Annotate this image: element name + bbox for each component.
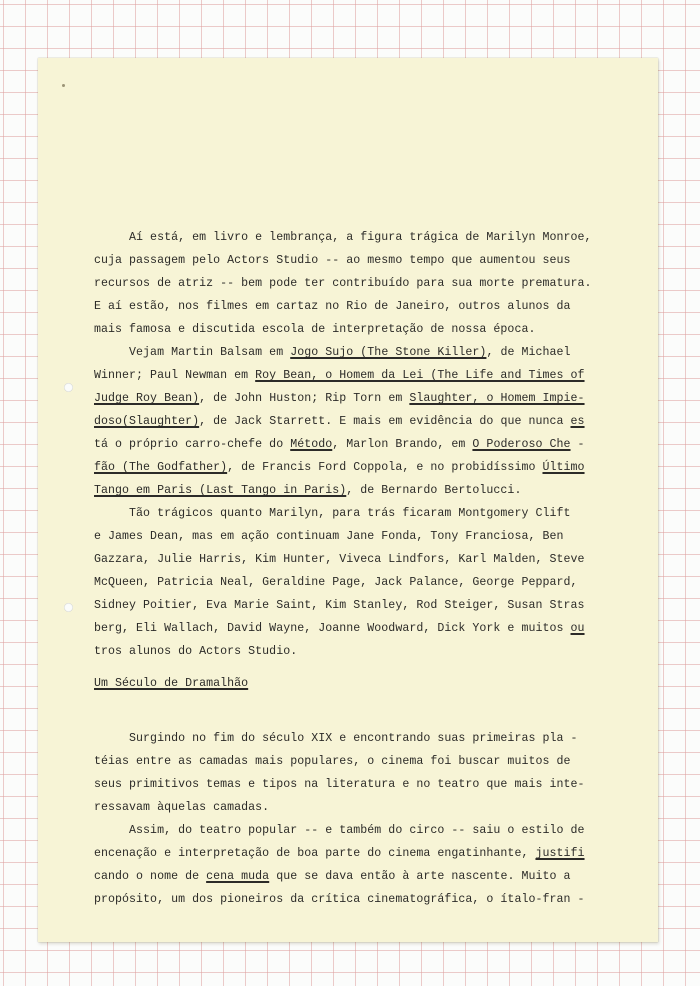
- text-line: tros alunos do Actors Studio.: [94, 645, 298, 658]
- film-title: Slaughter, o Homem Impie-: [409, 392, 585, 405]
- text-line: [94, 387, 614, 410]
- text-run: Vejam Martin Balsam em: [94, 346, 291, 359]
- text-line: Tão trágicos quanto Marilyn, para trás ficaram Montgomery Clift: [94, 507, 571, 520]
- emphasis: es: [570, 415, 585, 428]
- text-run: cando o nome de: [94, 870, 207, 883]
- film-title: fão (The Godfather): [94, 461, 228, 474]
- emphasis: ou: [570, 622, 585, 635]
- typewritten-page: [38, 58, 658, 942]
- corner-mark: [62, 84, 65, 87]
- text-line: McQueen, Patricia Neal, Geraldine Page, Jack Palance, George Peppard,: [94, 576, 578, 589]
- punch-hole: [64, 603, 73, 612]
- film-title: Roy Bean, o Homem da Lei (The Life and Times of: [255, 369, 585, 382]
- text-line: [94, 364, 614, 387]
- text-line: [94, 433, 614, 456]
- text-run: , Marlon Brando, em: [332, 438, 473, 451]
- text-run: Winner; Paul Newman em: [94, 369, 256, 382]
- text-run: berg, Eli Wallach, David Wayne, Joanne Woodward, Dick York e muitos: [94, 622, 571, 635]
- text-run: que se dava então à arte nascente. Muito a: [269, 870, 571, 883]
- section-heading: [94, 672, 614, 695]
- text-line: ressavam àquelas camadas.: [94, 801, 270, 814]
- text-run: , de Michael: [486, 346, 571, 359]
- text-line: e James Dean, mas em ação continuam Jane Fonda, Tony Franciosa, Ben: [94, 530, 564, 543]
- film-title: Último: [542, 461, 585, 474]
- text-line: seus primitivos temas e tipos na literatura e no teatro que mais inte-: [94, 778, 585, 791]
- film-title: Judge Roy Bean): [94, 392, 200, 405]
- text-line: recursos de atriz -- bem pode ter contribuído para sua morte prematura.: [94, 277, 592, 290]
- text-line: Surgindo no fim do século XIX e encontrando suas primeiras pla -: [94, 732, 578, 745]
- page-body: [94, 226, 614, 911]
- text-line: [94, 865, 614, 888]
- text-line: E aí estão, nos filmes em cartaz no Rio de Janeiro, outros alunos da: [94, 300, 571, 313]
- text-run: , de Francis Ford Coppola, e no probidíssimo: [227, 461, 543, 474]
- text-line: [94, 617, 614, 640]
- text-line: téias entre as camadas mais populares, o cinema foi buscar muitos de: [94, 755, 571, 768]
- text-run: , de Bernardo Bertolucci.: [346, 484, 522, 497]
- text-line: Assim, do teatro popular -- e também do circo -- saiu o estilo de: [94, 824, 585, 837]
- text-line: [94, 479, 614, 502]
- text-line: [94, 456, 614, 479]
- text-line: [94, 842, 614, 865]
- emphasis: Método: [290, 438, 333, 451]
- text-line: Gazzara, Julie Harris, Kim Hunter, Viveca Lindfors, Karl Malden, Steve: [94, 553, 585, 566]
- film-title: Jogo Sujo (The Stone Killer): [290, 346, 487, 359]
- text-line: Sidney Poitier, Eva Marie Saint, Kim Stanley, Rod Steiger, Susan Stras: [94, 599, 585, 612]
- film-title: O Poderoso Che: [472, 438, 571, 451]
- text-line: [94, 410, 614, 433]
- text-line: cuja passagem pelo Actors Studio -- ao mesmo tempo que aumentou seus: [94, 254, 571, 267]
- text-run: -: [570, 438, 585, 451]
- film-title: Tango em Paris (Last Tango in Paris): [94, 484, 347, 497]
- text-line: [94, 341, 614, 364]
- emphasis: justifi: [535, 847, 585, 860]
- text-line: Aí está, em livro e lembrança, a figura trágica de Marilyn Monroe,: [94, 231, 592, 244]
- punch-hole: [64, 383, 73, 392]
- section-heading-text: Um Século de Dramalhão: [94, 677, 249, 690]
- text-run: tá o próprio carro-chefe do: [94, 438, 291, 451]
- text-line: mais famosa e discutida escola de interpretação de nossa época.: [94, 323, 536, 336]
- film-title: doso(Slaughter): [94, 415, 200, 428]
- text-run: , de Jack Starrett. E mais em evidência do que nunca: [199, 415, 571, 428]
- text-run: , de John Huston; Rip Torn em: [199, 392, 410, 405]
- emphasis: cena muda: [206, 870, 270, 883]
- text-run: encenação e interpretação de boa parte do cinema engatinhante,: [94, 847, 536, 860]
- text-line: propósito, um dos pioneiros da crítica cinematográfica, o ítalo-fran -: [94, 893, 585, 906]
